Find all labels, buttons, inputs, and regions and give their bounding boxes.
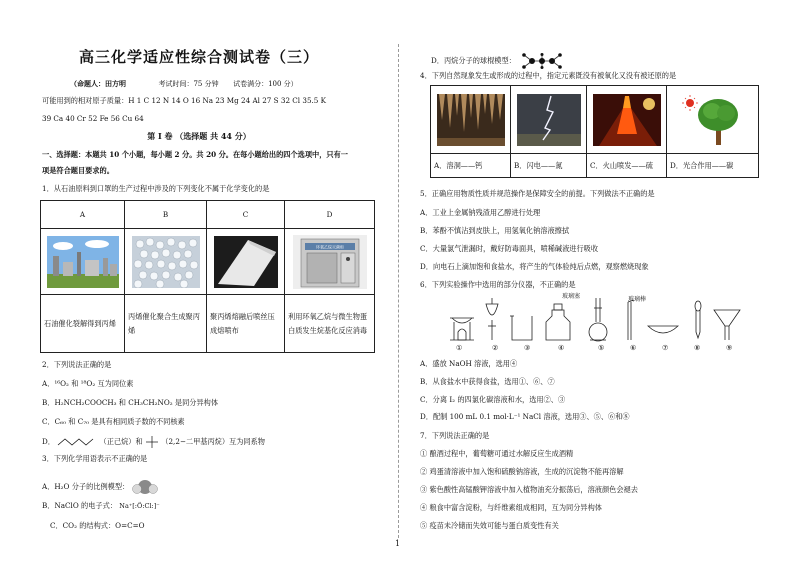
q1-header-d: D xyxy=(285,201,375,229)
q4-image-b-cell xyxy=(511,86,587,154)
q4-option-a: A．溶洞——钙 xyxy=(431,154,511,178)
q1-desc-c: 聚丙烯熔融后喷丝压成熔喷布 xyxy=(207,295,285,353)
evaporation-setup-icon xyxy=(450,318,474,340)
sterilizer-label: 环氧乙烷灭菌柜 xyxy=(315,244,344,249)
q5-option-c: C．大量氯气泄漏时，戴好防毒面具，喷稀碱液进行吸收 xyxy=(420,244,599,253)
meta-time: 考试时间：75 分钟 xyxy=(158,80,219,88)
dropper-icon xyxy=(695,301,701,338)
q1-header-b: B xyxy=(125,201,207,229)
apparatus-number-4: ④ xyxy=(558,344,565,352)
sterilizer-cabinet-image xyxy=(293,235,367,289)
q4-image-a-cell xyxy=(431,86,511,154)
reagent-bottle-icon xyxy=(546,304,570,340)
atomic-masses-line2: 39 Ca 40 Cr 52 Fe 56 Cu 64 xyxy=(42,114,144,123)
q7-item-2: ② 鸡蛋清溶液中加入饱和硫酸钠溶液，生成的沉淀物不能再溶解 xyxy=(420,467,624,476)
q7-item-4: ④ 粮食中富含淀粉，与纤维素组成相同，互为同分异构体 xyxy=(420,503,602,512)
q6-stem: 6．下列实验操作中选用的部分仪器，不正确的是 xyxy=(420,280,576,289)
lab-apparatus-illustration xyxy=(448,293,748,344)
q2-d-suffix: （2,2−二甲基丙烷）互为同系物 xyxy=(161,437,265,446)
meta-score: 试卷满分：100 分） xyxy=(233,80,298,88)
neopentane-skeletal-icon xyxy=(145,436,159,448)
q4-image-d-cell xyxy=(667,86,759,154)
q1-header-c: C xyxy=(207,201,285,229)
oil-refinery-image xyxy=(47,236,119,288)
apparatus-number-7: ⑦ xyxy=(662,344,669,352)
apparatus-number-5: ⑤ xyxy=(598,344,605,352)
q6-option-d: D．配制 100 mL 0.1 mol·L⁻¹ NaCl 溶液，选用③、⑤、⑥和⑧ xyxy=(420,412,630,421)
cave-stalactite-image xyxy=(437,94,505,146)
exam-meta xyxy=(70,80,298,88)
separatory-funnel-icon xyxy=(486,298,498,340)
q4-options-table xyxy=(430,85,759,178)
q1-desc-a: 石油催化裂解得到丙烯 xyxy=(41,295,125,353)
q1-image-d-cell xyxy=(285,229,375,295)
propane-ball-stick-model-icon xyxy=(518,53,566,69)
q3-b-formula: Na⁺[:Ö:Cl:]⁻ xyxy=(119,502,160,510)
q1-options-table xyxy=(40,200,375,353)
q7-item-5: ⑤ 疫苗未冷储而失效可能与蛋白质变性有关 xyxy=(420,521,559,530)
q1-image-a-cell xyxy=(41,229,125,295)
meltblown-fabric-image xyxy=(214,236,278,288)
q1-stem: 1．从石油原料到口罩的生产过程中涉及的下列变化不属于化学变化的是 xyxy=(42,184,270,193)
q3-option-a xyxy=(42,478,158,496)
q7-item-3: ③ 紫色酸性高锰酸钾溶液中加入植物油充分振荡后，溶液颜色会褪去 xyxy=(420,485,638,494)
q2-stem: 2．下列说法正确的是 xyxy=(42,360,112,369)
q2-option-a: A．¹⁶O₂ 和 ¹⁸O₂ 互为同位素 xyxy=(42,379,134,388)
evaporating-dish-icon xyxy=(648,326,678,333)
q4-option-b: B．闪电——氮 xyxy=(511,154,587,178)
apparatus-number-8: ⑧ xyxy=(694,344,701,352)
section-intro-line1: 一、选择题：本题共 10 个小题，每小题 2 分。共 20 分。在每小题给出的四个选项中，只有一 xyxy=(42,150,348,159)
beaker-icon xyxy=(510,316,532,340)
label-glass-stopper: 玻璃塞 xyxy=(562,293,581,300)
atomic-masses-line1: 可能用到的相对原子质量：H 1 C 12 N 14 O 16 Na 23 Mg 24 Al 27 S 32 Cl 35.5 K xyxy=(42,96,327,105)
q3-d-text: D．丙烷分子的球棍模型： xyxy=(431,56,516,65)
apparatus-number-1: ① xyxy=(456,344,463,352)
q4-stem: 4．下列自然现象发生或形成的过程中，指定元素既没有被氧化又没有被还原的是 xyxy=(420,71,677,80)
q7-stem: 7．下列说法正确的是 xyxy=(420,431,490,440)
water-space-filling-model-icon xyxy=(132,478,158,496)
q2-option-c: C．C₆₀ 和 C₇₀ 是具有相同质子数的不同核素 xyxy=(42,417,185,426)
page-number: 1 xyxy=(395,539,401,548)
q7-item-1: ① 酿酒过程中，葡萄糖可通过水解反应生成酒精 xyxy=(420,449,574,458)
q4-option-d: D．光合作用——碳 xyxy=(667,154,759,178)
lightning-image xyxy=(517,94,581,146)
q3-option-d xyxy=(431,53,566,69)
q4-image-c-cell xyxy=(587,86,667,154)
apparatus-number-9: ⑨ xyxy=(726,344,733,352)
q2-d-mid: （正己烷）和 xyxy=(99,437,143,446)
q1-header-a: A xyxy=(41,201,125,229)
q2-option-b: B．H₂NCH₂COOCH₃ 和 CH₃CH₂NO₂ 是同分异构体 xyxy=(42,398,219,407)
q5-stem: 5．正确应用物质性质并规范操作是保障安全的前提。下列做法不正确的是 xyxy=(420,189,655,198)
q6-option-c: C．分离 I₂ 的四氯化碳溶液和水，选用②、③ xyxy=(420,395,566,404)
section-intro-line2: 项是符合题目要求的。 xyxy=(42,166,114,175)
funnel-icon xyxy=(714,310,740,340)
part-title: 第 I 卷 （选择题 共 44 分） xyxy=(147,131,251,141)
q3-option-c: C．CO₂ 的结构式：O=C=O xyxy=(50,521,145,530)
volumetric-flask-icon xyxy=(589,298,607,341)
q2-d-prefix: D． xyxy=(42,437,55,446)
q2-option-d xyxy=(42,436,265,448)
q3-b-text: B．NaClO 的电子式： xyxy=(42,501,117,510)
column-divider xyxy=(398,44,399,538)
q3-option-b xyxy=(42,502,160,510)
q5-option-b: B．苯酚不慎沾到皮肤上，用氢氧化钠溶液擦拭 xyxy=(420,226,570,235)
exam-title: 高三化学适应性综合测试卷（三） xyxy=(78,48,319,66)
q3-stem: 3．下列化学用语表示不正确的是 xyxy=(42,454,148,463)
q1-image-c-cell xyxy=(207,229,285,295)
q5-option-d: D．向电石上滴加饱和食盐水，将产生的气体验纯后点燃，观察燃烧现象 xyxy=(420,262,649,271)
q3-a-text: A．H₂O 分子的比例模型： xyxy=(42,482,130,491)
hexane-skeletal-icon xyxy=(57,437,97,447)
apparatus-number-2: ② xyxy=(492,344,499,352)
label-glass-rod: 玻璃棒 xyxy=(628,296,647,303)
q1-desc-d: 利用环氧乙烷与微生物蛋白质发生烷基化反应消毒 xyxy=(285,295,375,353)
q1-desc-b: 丙烯催化聚合生成聚丙烯 xyxy=(125,295,207,353)
q4-option-c: C．火山喷发——硫 xyxy=(587,154,667,178)
q6-option-b: B．从食盐水中获得食盐，选用①、⑥、⑦ xyxy=(420,377,555,386)
q6-option-a: A．盛放 NaOH 溶液，选用④ xyxy=(420,359,518,368)
polypropylene-pellets-image xyxy=(132,236,200,288)
meta-author: （命题人：田方明 xyxy=(70,79,126,88)
apparatus-number-6: ⑥ xyxy=(630,344,637,352)
q1-image-b-cell xyxy=(125,229,207,295)
tree-photosynthesis-image xyxy=(676,93,750,147)
glass-rod-icon xyxy=(628,300,634,340)
volcano-eruption-image xyxy=(593,94,661,146)
apparatus-number-3: ③ xyxy=(524,344,531,352)
q5-option-a: A．工业上金属钠残渣用乙醇进行处理 xyxy=(420,208,541,217)
